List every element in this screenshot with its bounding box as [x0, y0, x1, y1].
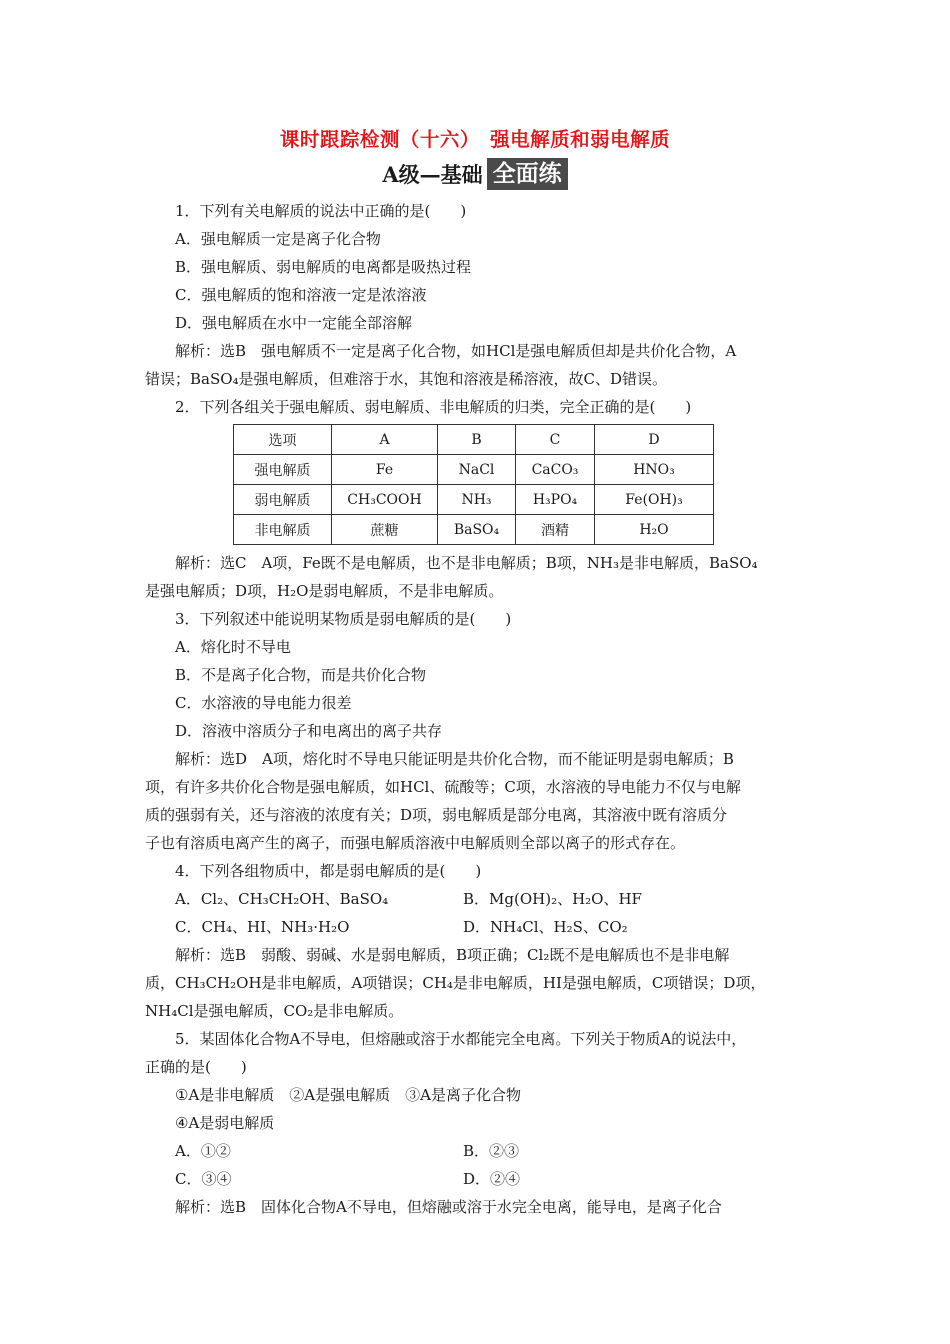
table-cell: A	[332, 425, 438, 455]
table-cell: 强电解质	[234, 455, 332, 485]
level-boxed-label: 全面练	[487, 158, 568, 190]
q3-option-d: D．溶液中溶质分子和电离出的离子共存	[175, 722, 443, 740]
table-cell: 酒精	[516, 515, 595, 545]
table-cell: Fe	[332, 455, 438, 485]
q4-option-a: A．Cl₂、CH₃CH₂OH、BaSO₄	[175, 890, 389, 908]
table-cell: D	[595, 425, 714, 455]
table-cell: CH₃COOH	[332, 485, 438, 515]
table-row	[234, 455, 714, 485]
q5-option-d: D．②④	[463, 1170, 521, 1188]
q2-classification-table	[233, 424, 714, 545]
q1-option-b: B．强电解质、弱电解质的电离都是吸热过程	[175, 258, 472, 276]
table-cell: C	[516, 425, 595, 455]
q4-options-row	[145, 885, 805, 913]
question-content	[145, 197, 805, 1221]
q3-answer-line: 解析：选D A项，熔化时不导电只能证明是共价化合物，而不能证明是弱电解质；B	[175, 750, 734, 768]
q5-option-b: B．②③	[463, 1142, 520, 1160]
page-title: 课时跟踪检测（十六） 强电解质和弱电解质	[279, 128, 671, 151]
q5-statements: ①A是非电解质 ②A是强电解质 ③A是离子化合物	[175, 1086, 521, 1104]
q3-option-b: B．不是离子化合物，而是共价化合物	[175, 666, 427, 684]
table-header-row	[234, 425, 714, 455]
q4-answer-line: 解析：选B 弱酸、弱碱、水是弱电解质，B项正确；Cl₂既不是电解质也不是非电解	[175, 946, 730, 964]
q5-option-a: A．①②	[175, 1142, 231, 1160]
q5-stem: 5．某固体化合物A不导电，但熔融或溶于水都能完全电离。下列关于物质A的说法中，	[175, 1030, 747, 1048]
table-cell: CaCO₃	[516, 455, 595, 485]
q4-stem: 4．下列各组物质中，都是弱电解质的是( )	[175, 862, 482, 880]
table-cell: BaSO₄	[438, 515, 516, 545]
q4-answer-line: 质，CH₃CH₂OH是非电解质，A项错误；CH₄是非电解质，HI是强电解质，C项错误；D项，	[145, 974, 766, 992]
q3-stem: 3．下列叙述中能说明某物质是弱电解质的是( )	[175, 610, 512, 628]
q4-option-b: B．Mg(OH)₂、H₂O、HF	[463, 890, 642, 908]
table-cell: 弱电解质	[234, 485, 332, 515]
q1-answer-line: 错误；BaSO₄是强电解质，但难溶于水，其饱和溶液是稀溶液，故C、D错误。	[145, 370, 668, 388]
q5-stem: 正确的是( )	[145, 1058, 247, 1076]
q3-answer-line: 子也有溶质电离产生的离子，而强电解质溶液中电解质则全部以离子的形式存在。	[145, 834, 686, 852]
q5-options-row	[145, 1137, 805, 1165]
table-cell: H₂O	[595, 515, 714, 545]
table-cell: H₃PO₄	[516, 485, 595, 515]
q4-option-c: C．CH₄、HI、NH₃·H₂O	[175, 918, 350, 936]
q1-stem: 1．下列有关电解质的说法中正确的是( )	[175, 202, 467, 220]
table-cell: B	[438, 425, 516, 455]
q5-answer-line: 解析：选B 固体化合物A不导电，但熔融或溶于水完全电离，能导电，是离子化合	[175, 1198, 722, 1216]
table-row	[234, 485, 714, 515]
q5-statements: ④A是弱电解质	[175, 1114, 275, 1132]
q3-answer-line: 项，有许多共价化合物是强电解质，如HCl、硫酸等；C项，水溶液的导电能力不仅与电解	[145, 778, 741, 796]
q4-answer-line: NH₄Cl是强电解质，CO₂是非电解质。	[145, 1002, 404, 1020]
q3-option-a: A．熔化时不导电	[175, 638, 291, 656]
q1-option-c: C．强电解质的饱和溶液一定是浓溶液	[175, 286, 427, 304]
q3-option-c: C．水溶液的导电能力很差	[175, 694, 352, 712]
table-cell: 选项	[234, 425, 332, 455]
table-cell: NH₃	[438, 485, 516, 515]
level-heading	[0, 158, 950, 190]
q4-option-d: D．NH₄Cl、H₂S、CO₂	[463, 918, 628, 936]
table-cell: 蔗糖	[332, 515, 438, 545]
q5-options-row	[145, 1165, 805, 1193]
q1-option-d: D．强电解质在水中一定能全部溶解	[175, 314, 413, 332]
table-row	[234, 515, 714, 545]
q1-answer-line: 解析：选B 强电解质不一定是离子化合物，如HCl是强电解质但却是共价化合物，A	[175, 342, 737, 360]
table-cell: 非电解质	[234, 515, 332, 545]
q2-answer-line: 解析：选C A项，Fe既不是电解质，也不是非电解质；B项，NH₃是非电解质，BaSO₄	[175, 554, 758, 572]
level-prefix: A级—基础	[382, 162, 483, 187]
q5-option-c: C．③④	[175, 1170, 232, 1188]
q1-option-a: A．强电解质一定是离子化合物	[175, 230, 381, 248]
q2-stem: 2．下列各组关于强电解质、弱电解质、非电解质的归类，完全正确的是( )	[175, 398, 692, 416]
table-cell: NaCl	[438, 455, 516, 485]
q3-answer-line: 质的强弱有关，还与溶液的浓度有关；D项，弱电解质是部分电离，其溶液中既有溶质分	[145, 806, 728, 824]
table-cell: HNO₃	[595, 455, 714, 485]
q4-options-row	[145, 913, 805, 941]
q2-answer-line: 是强电解质；D项，H₂O是弱电解质，不是非电解质。	[145, 582, 504, 600]
table-cell: Fe(OH)₃	[595, 485, 714, 515]
